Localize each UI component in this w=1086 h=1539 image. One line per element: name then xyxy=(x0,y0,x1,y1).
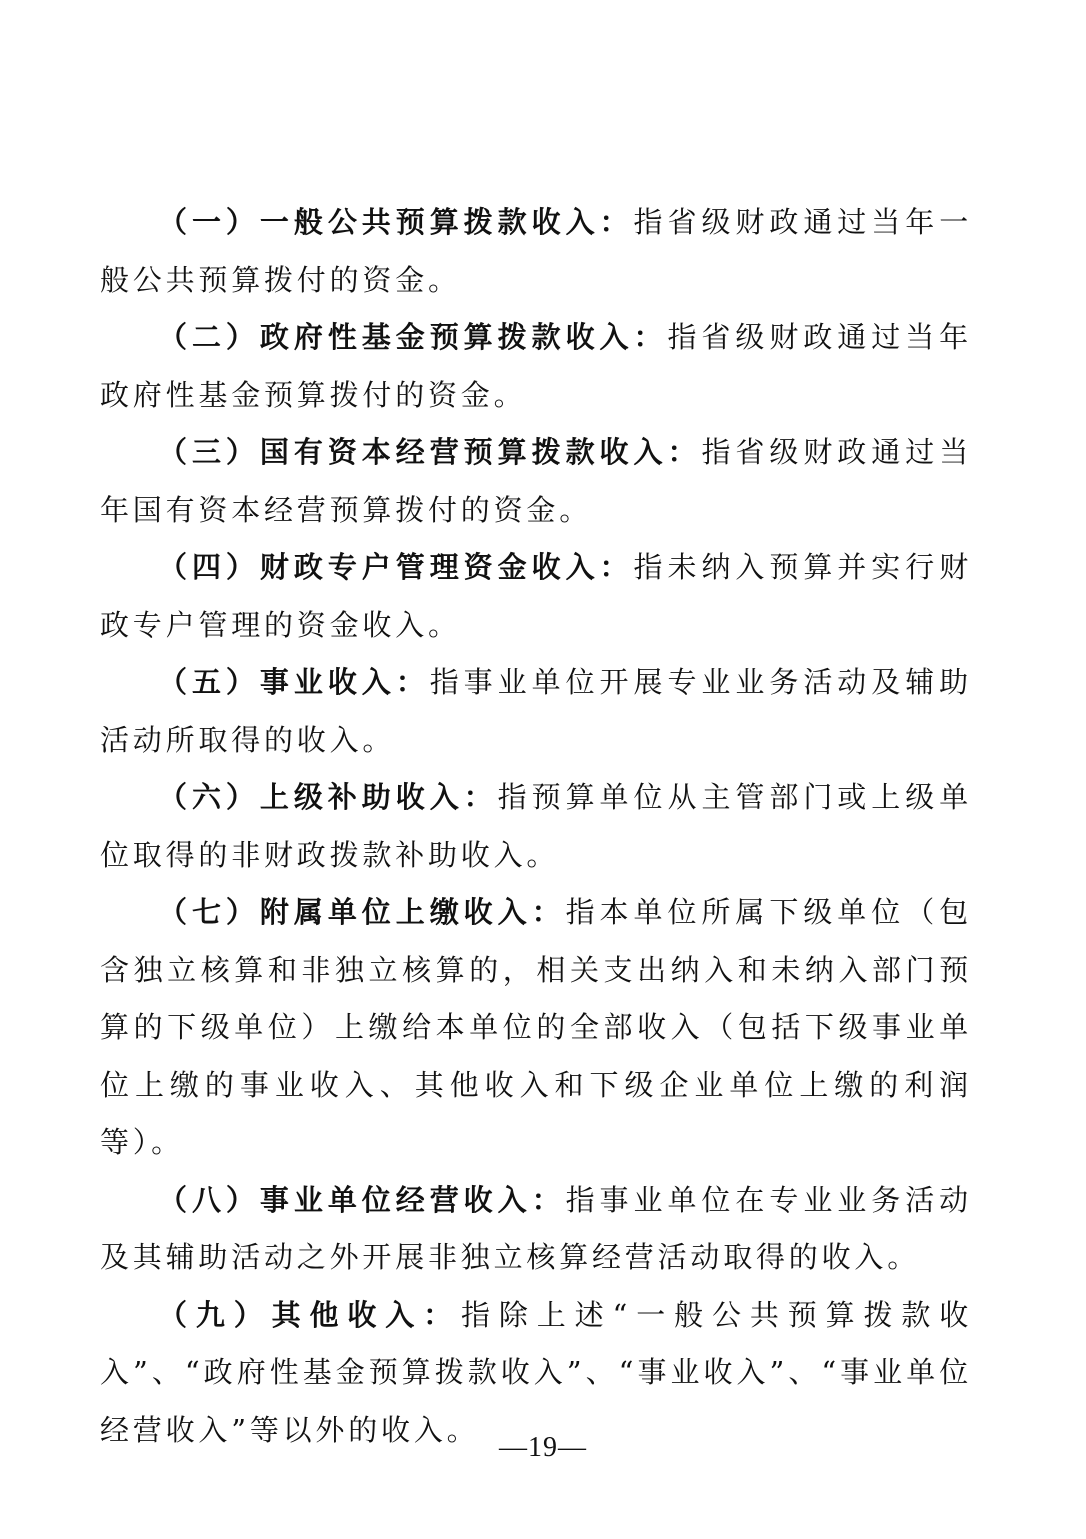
paragraph-label: （七）附属单位上缴收入： xyxy=(158,895,566,929)
paragraph-5 xyxy=(100,654,972,769)
paragraph-3 xyxy=(100,424,972,539)
paragraph-text: 指省级财政通过当年国有资本经营预算拨付的资金。 xyxy=(100,435,972,527)
document-body xyxy=(100,194,972,1459)
paragraph-label: （二）政府性基金预算拨款收入： xyxy=(158,320,668,354)
paragraph-7 xyxy=(100,884,972,1172)
paragraph-text: 指省级财政通过当年一般公共预算拨付的资金。 xyxy=(100,205,972,297)
paragraph-label: （四）财政专户管理资金收入： xyxy=(158,550,634,584)
paragraph-text: 指未纳入预算并实行财政专户管理的资金收入。 xyxy=(100,550,972,642)
paragraph-label: （一）一般公共预算拨款收入： xyxy=(158,205,634,239)
paragraph-2 xyxy=(100,309,972,424)
paragraph-label: （九）其他收入： xyxy=(158,1297,461,1332)
paragraph-8 xyxy=(100,1172,972,1287)
paragraph-label: （六）上级补助收入： xyxy=(158,780,498,814)
paragraph-text: 指省级财政通过当年政府性基金预算拨付的资金。 xyxy=(100,320,972,412)
paragraph-label: （八）事业单位经营收入： xyxy=(158,1182,566,1217)
paragraph-text: 指本单位所属下级单位（包含独立核算和非独立核算的，相关支出纳入和未纳入部门预算的下级单位）上缴给本单位的全部收入（包括下级事业单位上缴的事业收入、其他收入和下级企业单位上缴的利润等）。 xyxy=(100,895,972,1159)
paragraph-4 xyxy=(100,539,972,654)
paragraph-text: 指事业单位在专业业务活动及其辅助活动之外开展非独立核算经营活动取得的收入。 xyxy=(100,1182,972,1274)
paragraph-1 xyxy=(100,194,972,309)
paragraph-label: （五）事业收入： xyxy=(158,665,430,699)
paragraph-text: 指预算单位从主管部门或上级单位取得的非财政拨款补助收入。 xyxy=(100,780,972,872)
paragraph-label: （三）国有资本经营预算拨款收入： xyxy=(158,435,702,469)
paragraph-6 xyxy=(100,769,972,884)
page-number: —19— xyxy=(499,1432,587,1463)
paragraph-text: 指除上述“一般公共预算拨款收入”、“政府性基金预算拨款收入”、“事业收入”、“事业单位经营收入”等以外的收入。 xyxy=(100,1297,972,1447)
paragraph-text: 指事业单位开展专业业务活动及辅助活动所取得的收入。 xyxy=(100,665,972,757)
